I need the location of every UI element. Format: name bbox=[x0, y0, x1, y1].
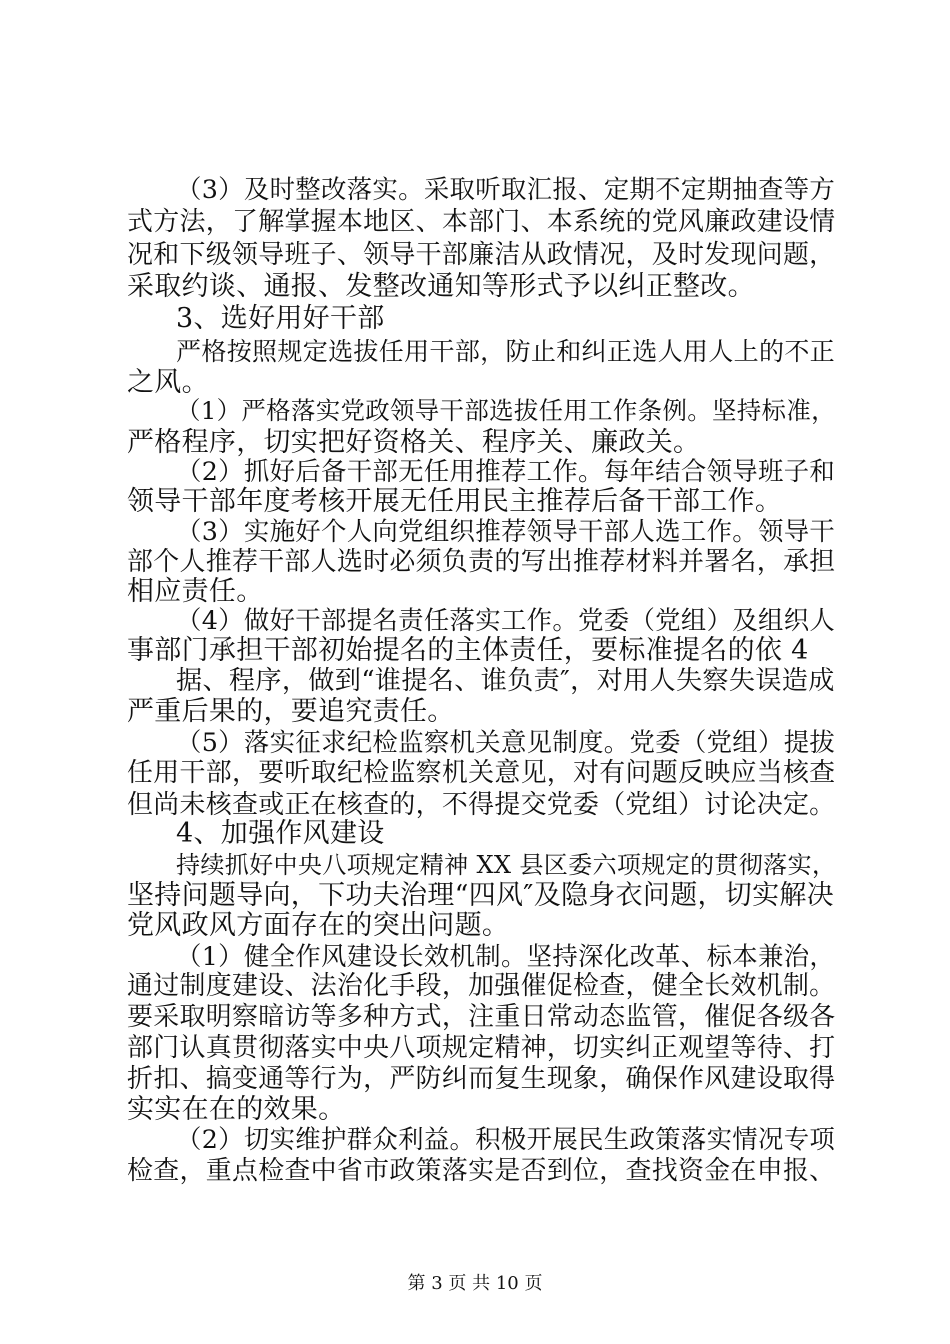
text-line: 式方法，了解掌握本地区、本部门、本系统的党风廉政建设情 bbox=[127, 207, 836, 237]
text-line: 严格程序，切实把好资格关、程序关、廉政关。 bbox=[127, 427, 701, 458]
text-line: 据、程序，做到“谁提名、谁负责″，对用人失察失误造成 bbox=[176, 666, 835, 696]
text-line: 检查，重点检查中省市政策落实是否到位，查找资金在申报、 bbox=[127, 1156, 836, 1186]
text-line: 严格按照规定选拔任用干部，防止和纠正选人用人上的不正 bbox=[176, 337, 836, 366]
text-line: 持续抓好中央八项规定精神 XX 县区委六项规定的贯彻落实， bbox=[176, 851, 837, 879]
text-line: 相应责任。 bbox=[127, 576, 264, 607]
text-line: 采取约谈、通报、发整改通知等形式予以纠正整改。 bbox=[127, 271, 755, 302]
text-line: 通过制度建设、法治化手段，加强催促检查，健全长效机制。 bbox=[127, 971, 836, 1001]
text-line: 但尚未核查或正在核查的，不得提交党委（党组）讨论决定。 bbox=[127, 790, 836, 820]
text-line: （3）实施好个人向党组织推荐领导干部人选工作。领导干 bbox=[176, 516, 836, 546]
page-footer: 第 3 页 共 10 页 bbox=[407, 1273, 543, 1294]
text-line: 之风。 bbox=[127, 367, 209, 398]
text-line: 严重后果的，要追究责任。 bbox=[127, 696, 455, 727]
text-line: （1）健全作风建设长效机制。坚持深化改革、标本兼治， bbox=[176, 941, 836, 971]
section-heading: 3、选好用好干部 bbox=[176, 303, 385, 334]
text-line: 折扣、搞变通等行为，严防纠而复生现象，确保作风建设取得 bbox=[127, 1064, 836, 1094]
text-line: 坚持问题导向，下功夫治理“四风″及隐身衣问题，切实解决 bbox=[127, 880, 834, 911]
text-line: （2）抓好后备干部无任用推荐工作。每年结合领导班子和 bbox=[176, 456, 836, 486]
text-line: 领导干部年度考核开展无任用民主推荐后备干部工作。 bbox=[127, 486, 783, 517]
text-line: （4）做好干部提名责任落实工作。党委（党组）及组织人 bbox=[176, 605, 836, 635]
text-line: 事部门承担干部初始提名的主体责任，要标准提名的依 4 bbox=[127, 635, 809, 666]
text-line: 党风政风方面存在的突出问题。 bbox=[127, 910, 510, 941]
text-line: 部个人推荐干部人选时必须负责的写出推荐材料并署名，承担 bbox=[127, 547, 836, 577]
text-line: （1）严格落实党政领导干部选拔任用工作条例。坚持标准， bbox=[176, 396, 836, 425]
text-line: （2）切实维护群众利益。积极开展民生政策落实情况专项 bbox=[176, 1124, 836, 1154]
text-line: （3）及时整改落实。采取听取汇报、定期不定期抽查等方 bbox=[176, 174, 836, 204]
section-heading: 4、加强作风建设 bbox=[176, 818, 385, 849]
text-line: 实实在在的效果。 bbox=[127, 1094, 346, 1125]
text-line: 要采取明察暗访等多种方式，注重日常动态监管，催促各级各 bbox=[127, 1002, 836, 1032]
text-line: 任用干部，要听取纪检监察机关意见，对有问题反映应当核查 bbox=[127, 758, 836, 788]
text-line: 况和下级领导班子、领导干部廉洁从政情况，及时发现问题， bbox=[127, 240, 836, 270]
text-line: （5）落实征求纪检监察机关意见制度。党委（党组）提拔 bbox=[176, 727, 836, 757]
text-line: 部门认真贯彻落实中央八项规定精神，切实纠正观望等待、打 bbox=[127, 1033, 836, 1063]
